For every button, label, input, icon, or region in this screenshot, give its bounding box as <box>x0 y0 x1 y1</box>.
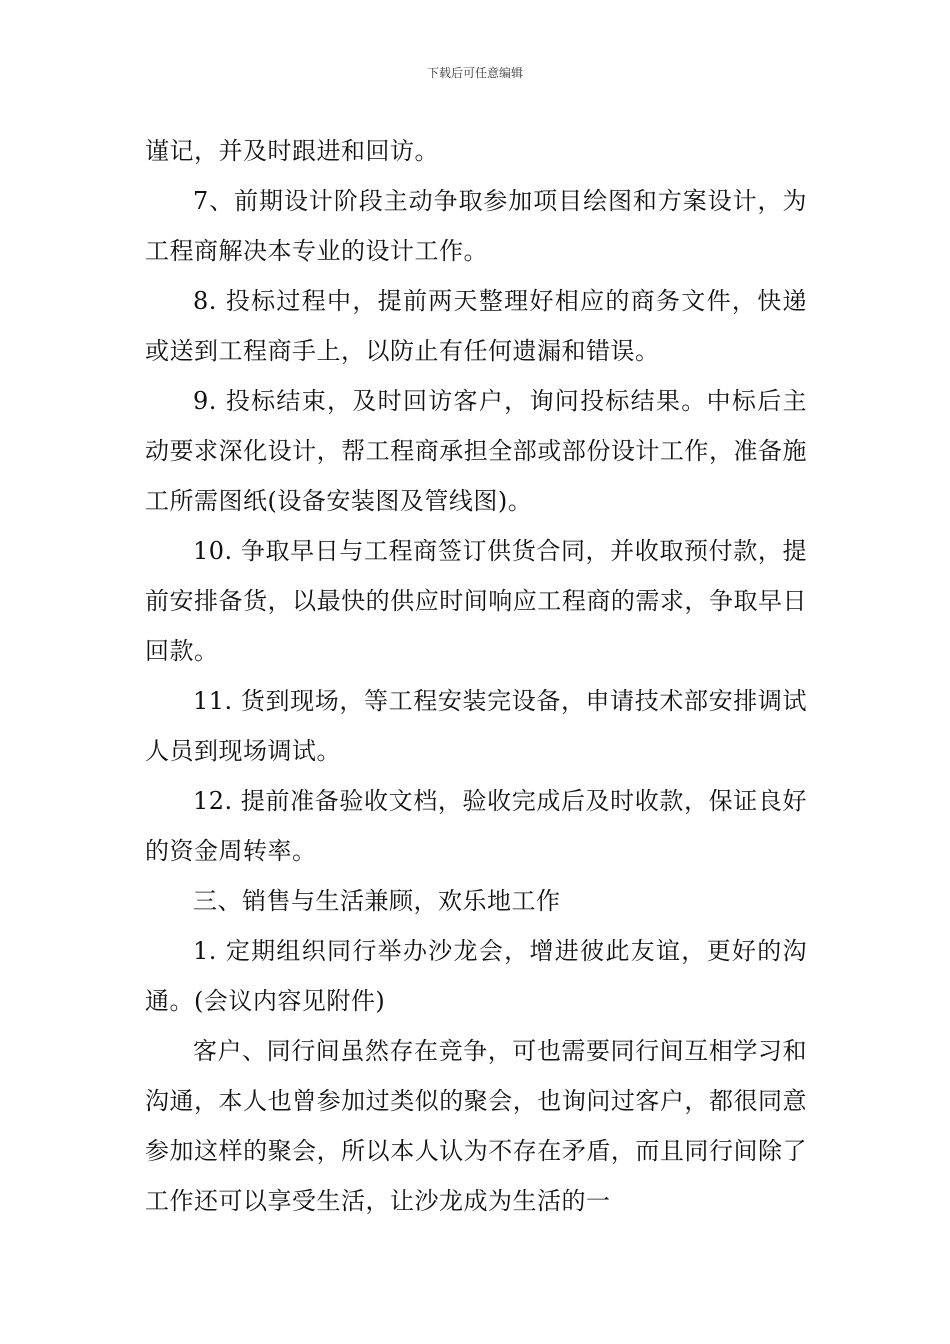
paragraph-item-7: 7、前期设计阶段主动争取参加项目绘图和方案设计，为工程商解决本专业的设计工作。 <box>145 187 807 265</box>
document-body <box>145 126 807 1226</box>
paragraph-continued: 谨记，并及时跟进和回访。 <box>145 137 439 165</box>
paragraph-body: 客户、同行间虽然存在竞争，可也需要同行间互相学习和沟通，本人也曾参加过类似的聚会，也询问过客户，都很同意参加这样的聚会，所以本人认为不存在矛盾，而且同行间除了工作还可以享受生活，让沙龙成为生活的一 <box>145 1037 807 1215</box>
page-header: 下载后可任意编辑 <box>426 66 523 80</box>
paragraph-item-10: 10. 争取早日与工程商签订供货合同，并收取预付款，提前安排备货，以最快的供应时间响应工程商的需求，争取早日回款。 <box>145 537 807 665</box>
paragraph-item-1: 1. 定期组织同行举办沙龙会，增进彼此友谊，更好的沟通。(会议内容见附件) <box>145 937 807 1015</box>
paragraph-item-12: 12. 提前准备验收文档，验收完成后及时收款，保证良好的资金周转率。 <box>145 787 807 865</box>
section-heading-3: 三、销售与生活兼顾，欢乐地工作 <box>193 887 561 915</box>
paragraph-item-11: 11. 货到现场，等工程安装完设备，申请技术部安排调试人员到现场调试。 <box>145 687 807 765</box>
paragraph-item-9: 9. 投标结束，及时回访客户，询问投标结果。中标后主动要求深化设计，帮工程商承担全部或部份设计工作，准备施工所需图纸(设备安装图及管线图)。 <box>145 387 807 515</box>
paragraph-item-8: 8. 投标过程中，提前两天整理好相应的商务文件，快递或送到工程商手上，以防止有任何遗漏和错误。 <box>145 287 807 365</box>
